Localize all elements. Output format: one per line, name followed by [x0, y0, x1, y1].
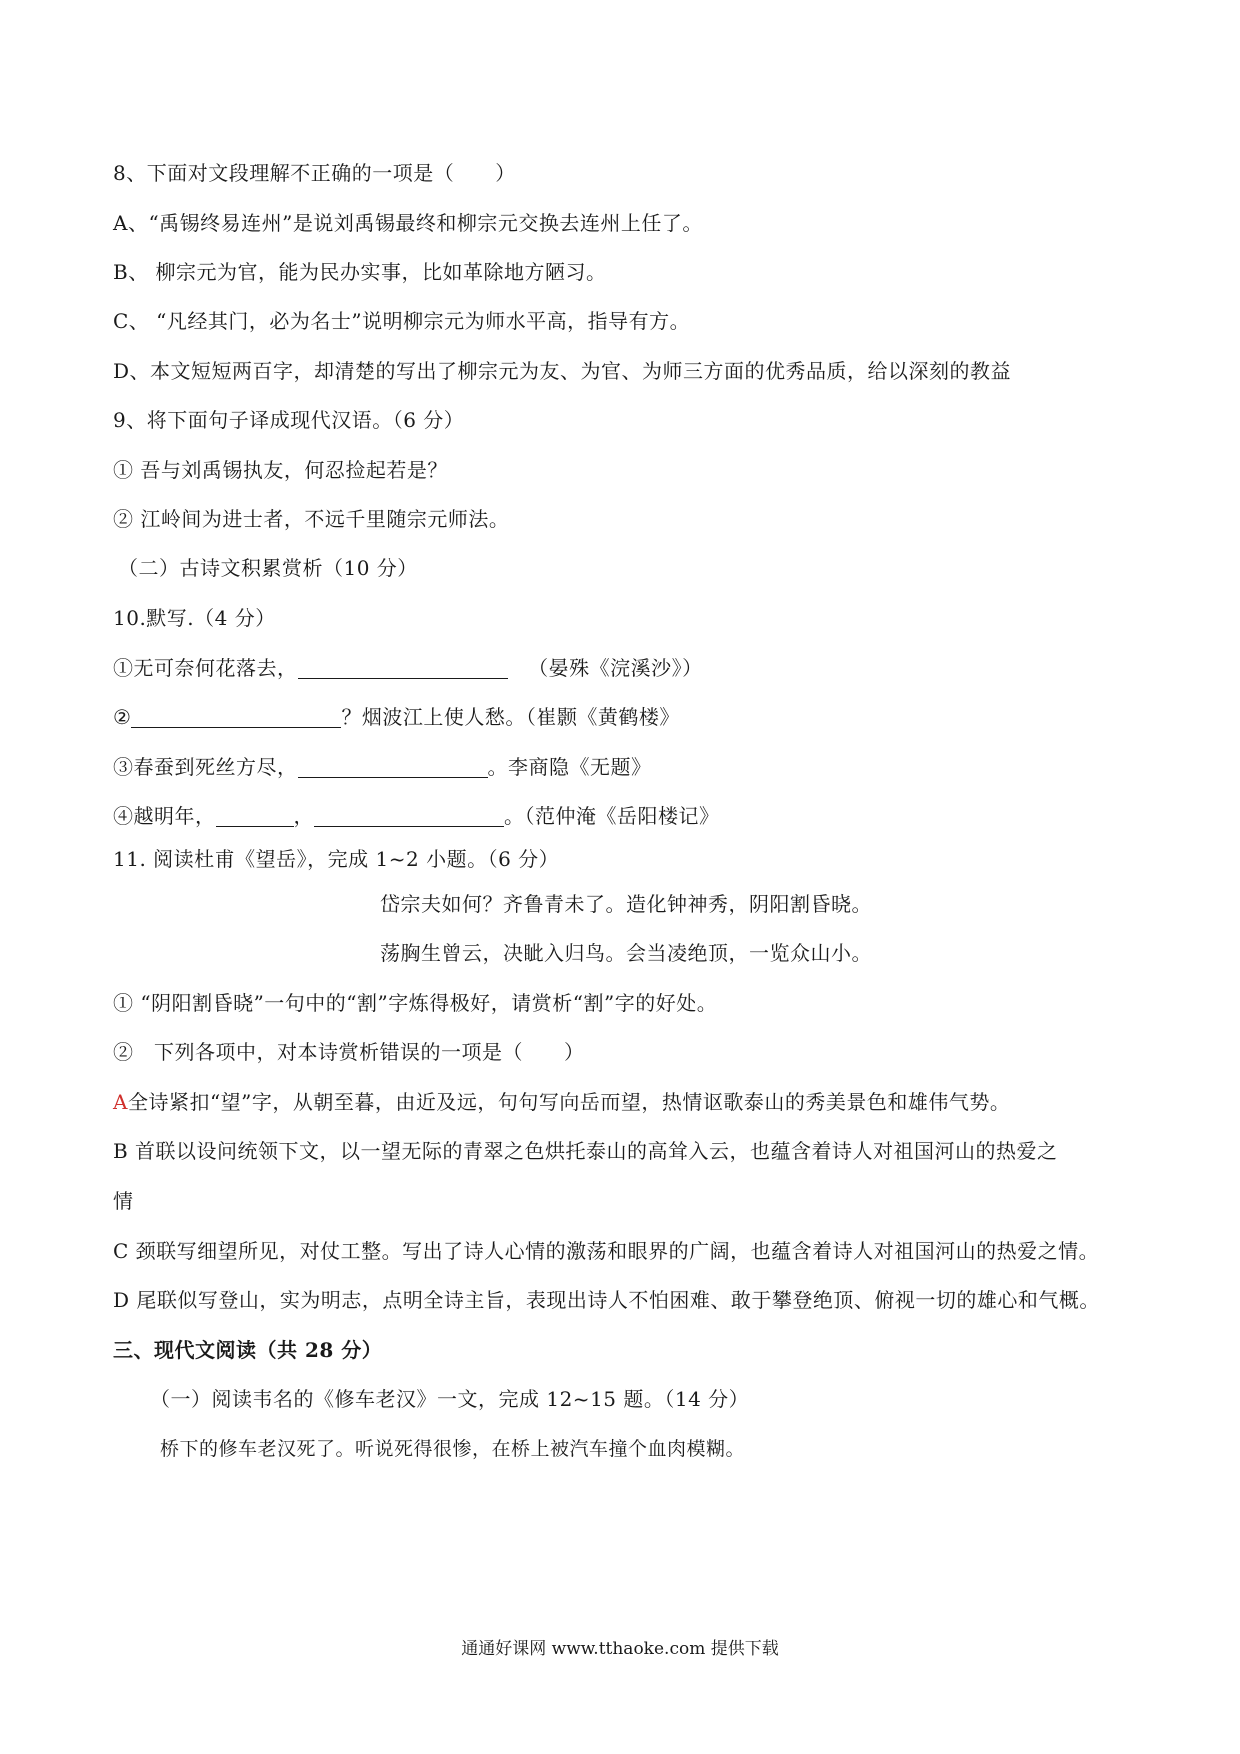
q10-l2-post: ？烟波江上使人愁。（崔颢《黄鹤楼》 — [341, 705, 680, 729]
fill-blank-5[interactable] — [314, 806, 504, 827]
q10-l3-post: 。李商隐《无题》 — [487, 755, 652, 779]
q8-option-c: C、 “凡经其门，必为名士”说明柳宗元为师水平高，指导有方。 — [113, 309, 691, 333]
q10-l4-pre: ④越明年， — [113, 804, 216, 828]
q8-option-b: B、 柳宗元为官，能为民办实事，比如革除地方陋习。 — [113, 260, 607, 284]
q11-option-b-line-1: B 首联以设问统领下文，以一望无际的青翠之色烘托泰山的高耸入云，也蕴含着诗人对祖国河山的热爱之 — [113, 1139, 1058, 1163]
q10-l4-post: 。（范仲淹《岳阳楼记》 — [504, 804, 720, 828]
q11-option-b-line-2: 情 — [113, 1189, 134, 1213]
section-2-heading: （二）古诗文积累赏析（10 分） — [118, 556, 418, 580]
q8-option-d: D、本文短短两百字，却清楚的写出了柳宗元为友、为官、为师三方面的优秀品质，给以深刻的教益 — [113, 359, 1012, 383]
q11-option-d: D 尾联似写登山，实为明志，点明全诗主旨，表现出诗人不怕困难、敢于攀登绝顶、俯视一切的雄心和气概。 — [113, 1288, 1100, 1312]
q11-sub-1: ① “阴阳割昏晓”一句中的“割”字炼得极好，请赏析“割”字的好处。 — [113, 991, 718, 1015]
q10-l2-pre: ② — [113, 705, 132, 729]
q10-line-2 — [113, 704, 680, 730]
passage-first-line: 桥下的修车老汉死了。听说死得很惨，在桥上被汽车撞个血肉模糊。 — [160, 1438, 746, 1460]
q11-stem: 11. 阅读杜甫《望岳》，完成 1~2 小题。（6 分） — [113, 847, 560, 871]
section-3-heading: 三、现代文阅读（共 28 分） — [113, 1338, 383, 1362]
q10-l3-pre: ③春蚕到死丝方尽， — [113, 755, 298, 779]
poem-line-1: 岱宗夫如何？齐鲁青未了。造化钟神秀，阴阳割昏晓。 — [380, 892, 872, 916]
q10-line-1 — [113, 655, 703, 681]
section-3-subheading: （一）阅读韦名的《修车老汉》一文，完成 12~15 题。（14 分） — [150, 1387, 750, 1411]
q9-stem: 9、将下面句子译成现代汉语。（6 分） — [113, 408, 465, 432]
q8-option-a: A、“禹锡终易连州”是说刘禹锡最终和柳宗元交换去连州上任了。 — [113, 211, 703, 235]
q10-line-4 — [113, 803, 720, 829]
option-a-text: 全诗紧扣“望”字，从朝至暮，由近及远，句句写向岳而望，热情讴歌泰山的秀美景色和雄伟气势。 — [127, 1090, 1011, 1114]
q9-sentence-2: ② 江岭间为进士者，不远千里随宗元师法。 — [113, 507, 510, 531]
poem-line-2: 荡胸生曾云，决眦入归鸟。会当凌绝顶，一览众山小。 — [380, 941, 872, 965]
q10-line-3 — [113, 754, 652, 780]
fill-blank-3[interactable] — [298, 757, 488, 778]
q11-sub-2: ② 下列各项中，对本诗赏析错误的一项是（ ） — [113, 1040, 585, 1064]
option-a-letter: A — [113, 1090, 128, 1114]
q10-l1-pre: ①无可奈何花落去， — [113, 656, 298, 680]
q10-l4-mid: ， — [293, 804, 314, 828]
q11-option-c: C 颈联写细望所见，对仗工整。写出了诗人心情的激荡和眼界的广阔，也蕴含着诗人对祖国河山的热爱之情。 — [113, 1239, 1100, 1263]
q11-option-a — [113, 1089, 1010, 1115]
q10-stem: 10.默写.（4 分） — [113, 606, 276, 630]
q10-l1-post: （晏殊《浣溪沙》） — [528, 656, 703, 680]
footer-source: 通通好课网 www.tthaoke.com 提供下载 — [461, 1639, 779, 1659]
fill-blank-4[interactable] — [216, 806, 294, 827]
fill-blank-1[interactable] — [298, 658, 508, 679]
q8-stem: 8、下面对文段理解不正确的一项是（ ） — [113, 161, 516, 185]
fill-blank-2[interactable] — [131, 707, 341, 728]
q9-sentence-1: ① 吾与刘禹锡执友，何忍捡起若是？ — [113, 458, 448, 482]
